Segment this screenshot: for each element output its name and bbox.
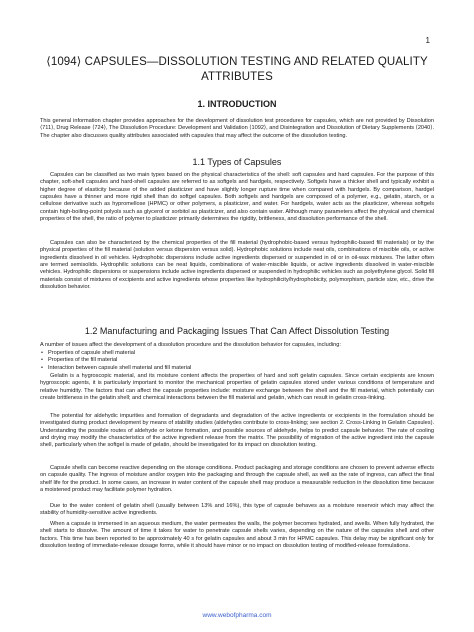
intro-paragraph: This general information chapter provides approaches for the development of dissolution test procedures for capsules, which are not provided by Dissolution ⟨711⟩, Drug Release ⟨724⟩, The Dissolution Procedure: Development and Validation ⟨1092⟩, and Disintegration and Dissolution of Dietary Supplements ⟨2040⟩. The chapter also discusses quality attributes associated with capsules that may affect the outcome of the dissolution testing. xyxy=(40,118,434,139)
list-item: • Properties of capsule shell material xyxy=(41,350,136,356)
manufacturing-paragraph-1: A number of issues affect the development of a dissolution procedure and the dissolution behavior for capsules, including: xyxy=(40,342,341,348)
manufacturing-paragraph-6: When a capsule is immersed in an aqueous medium, the water permeates the walls, the polymer becomes hydrated, and swells. When fully hydrated, the shell starts to dissolve. The amount of time it takes for water to penetrate capsule shells varies, depending on the nature of the capsules shell and other factors. This time has been reported to be approximately 40 s for gelatin capsules and about 3 min for HPMC capsules. This delay may be significant only for dissolution testing of immediate-release dosage forms, while it should have minor or no impact on dissolution testing of modified-release formulations. xyxy=(40,521,434,550)
page-number: 1 xyxy=(425,36,430,45)
subsection-heading-types-of-capsules: 1.1 Types of Capsules xyxy=(192,157,282,167)
manufacturing-issues-list xyxy=(40,350,434,372)
bullet-icon: • xyxy=(41,357,43,364)
bullet-icon: • xyxy=(41,364,43,371)
manufacturing-paragraph-4: Capsule shells can become reactive depending on the storage conditions. Product packaging and storage conditions are chosen to prevent adverse effects on capsule quality. The ingress of moisture and/or oxygen into the packaging and through the capsule shell, as well as the rate of ingress, can affect the final shelf life for the product. In some cases, an increase in water content of the capsule shell may produce a measurable reduction in the dissolution time because a moistened product may facilitate polymer hydration. xyxy=(40,465,434,494)
types-paragraph-2: Capsules can also be characterized by the chemical properties of the fill material (hydrophobic-based versus hydrophilic-based fill materials) or by the physical properties of the fill material (solution versus dispersion versus solid). Hydrophobic solutions include neat oils, combinations of miscible oils, or active ingredients dissolved in oil vehicles. Hydrophobic dispersions include active ingredients dispersed or suspended in oil or in oil-wax mixtures. The latter often are termed semisolids. Hydrophilic solutions can be neat liquids, combinations of water-miscible liquids, or active ingredients dissolved in water-miscible vehicles. Hydrophilic dispersions or suspensions include active ingredients dispersed or suspended in hydrophilic vehicles such as polyethylene glycol. Solid fill materials consist of mixtures of excipients and active ingredients whose properties like hydrophilicity/hydrophobicity, polymorphism, particle size, etc., drive the dissolution behavior. xyxy=(40,240,434,291)
list-item: • Properties of the fill material xyxy=(41,357,118,364)
list-item: • Interaction between capsule shell material and fill material xyxy=(41,364,192,371)
manufacturing-paragraph-3: The potential for aldehydic impurities and formation of degradants and degradation of the active ingredients or excipients in the formulation should be investigated during product development by means of stability studies (aldehydes contribute to cross-linking; see section 2. Cross-Linking in Gelatin Capsules). Understanding the possible routes of aldehyde or ketone formation, and possible sources of aldehyde, helps to predict capsule behavior. The rate of cooling and drying may modify the characteristics of the active ingredient release from the matrix. The possibility of migration of the active ingredient into the capsule shell, particularly when the softgel is made of gelatin, should be investigated for its impact on dissolution testing. xyxy=(40,413,434,449)
manufacturing-paragraph-5: Due to the water content of gelatin shell (usually between 13% and 16%), this type of capsule behaves as a moisture reservoir which may affect the stability of humidity-sensitive active ingredients. xyxy=(40,503,434,517)
section-heading-introduction: 1. INTRODUCTION xyxy=(197,99,277,109)
subsection-heading-manufacturing: 1.2 Manufacturing and Packaging Issues That Can Affect Dissolution Testing xyxy=(84,326,390,336)
types-paragraph-1: Capsules can be classified as two main types based on the physical characteristics of the shell: soft capsules and hard capsules. For the purpose of this chapter, soft-shell capsules and hard-shell capsules are referred to as softgels and hardgels, respectively. Softgels have a thicker shell and typically exhibit a higher degree of elasticity because of the added plasticizer and have slightly longer rupture time when compared with hardgels. By comparison, hardgel capsules have a thinner and more rigid shell than do softgel capsules. Both softgels and hardgels are composed of a polymer, e.g., gelatin, starch, or a cellulose derivative such as hypromellose (HPMC) or other polymers, a plasticizer, and water. For hardgels, water acts as the plasticizer, whereas softgels contain high-boiling-point polyols such as glycerol or sorbitol as plasticizer, and also contain water. Although many parameters affect the physical and chemical properties of the shell, the ratio of polymer to plasticizer primarily determines the rigidity, brittleness, and dissolution performance of the shell. xyxy=(40,172,434,223)
document-title: ⟨1094⟩ CAPSULES—DISSOLUTION TESTING AND RELATED QUALITY ATTRIBUTES xyxy=(46,56,428,83)
bullet-icon: • xyxy=(41,350,43,356)
manufacturing-paragraph-2: Gelatin is a hygroscopic material, and its moisture content affects the properties of hard and soft gelatin capsules. Since certain excipients are known hygroscopic agents, it is particularly important to monitor the mechanical properties of gelatin capsules stored under various conditions of temperature and relative humidity. The factors that can affect the capsule properties include: moisture exchange between the shell and the fill material, which potentially can create brittleness in the gelatin shell; and chemical interactions between the fill material and gelatin, which can result in gelatin cross-linking. xyxy=(40,373,434,402)
footer-url: www.webofpharma.com xyxy=(202,612,272,619)
